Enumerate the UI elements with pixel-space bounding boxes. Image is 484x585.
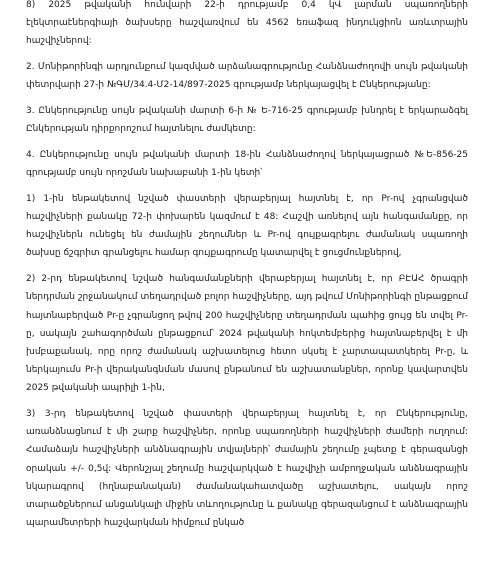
paragraph-item-8-meters-count: 8) 2025 թվականի հունվարի 22-ի դրությամբ 0,4 կՎ լարման սպառողների էլեկտրաէներգիայի ծախսերը հաշվառվում են 4562 եռաֆազ ինդուկցիոն առևտրային հաշվիչներով: — [26, 0, 468, 47]
paragraph-subitem-3: 3) 3-րդ ենթակետով նշված փաստերի վերաբերյալ հայտնել է, որ Ընկերությունը, առանձնացնում է մի շարք հաշվիչներ, որոնք սպառողների հաշվիչների ժամերի ուղղում: Համաձայն հաշվիչների անձնագրային տվյալների՝ ժամային շեղումը չպետք է գերազանցի օրական +/- 0,5վ: Վերոնշյալ շեղումը հաշվարկված է հաշվիչի ամբողջական անձնագրային նկարագրով (հղնաբանական) ժամանակահատվածը աշխատելու, սակայն որոշ տարածքներում անցանկալի միջին տևողությունը և քանակը գերազանցում է անձնագրային պարամետրերի հաշվարկման հիմքում ընկած — [26, 409, 468, 529]
paragraph-4-company-response: 4. Ընկերությունը սույն թվականի մարտի 18-ին Հանձնաժողով ներկայացրած №Ե-856-25 գրությամբ սույն որոշման նախաբանի 1-ին կետի՝ — [26, 149, 468, 179]
paragraph-subitem-1: 1) 1-ին ենթակետով նշված փաստերի վերաբերյալ հայտնել է, որ Pr-ով չգրանցված հաշվիչների քանակը 72-ի փոխարեն կազմում է 48: Հաշվի առնելով այն հանգամանքը, որ հաշվիչներն ունեցել են ժամային շեղումներ և Pr-ով գույքագրելու ժամանակ սպառողի ծախսը ճշգրիտ գրանցելու համար գույքագրումը կատարվել է ցուցմունքներով, — [26, 193, 468, 259]
paragraph-3-extension-request: 3. Ընկերությունը սույն թվականի մարտի 6-ի № Ե-716-25 գրությամբ խնդրել է երկարաձգել Ընկերության դիրքորոշում հայտնելու ժամկետը: — [26, 106, 468, 135]
paragraph-subitem-2: 2) 2-րդ ենթակետով նշված հանգամանքների վերաբերյալ հայտնել է, որ ԲԷԱՀ ծրագրի ներդրման շրջանակում տեղադրված բոլոր հաշվիչները, այդ թվում Մոնիթորինգի ընթացքում հայտնաբերված Pr-ը չգրանցող թվով 200 հաշվիչները տեղադրման պահից ցույց են տվել Pr-ը, սակայն շահագործման ընթացքում՝ 2024 թվականի հոկտեմբերից հայտնաբերվել է մի խմբաքանակ, որը որոշ ժամանակ աշխատելուց հետո սկսել է չարտապատկերել Pr-ը, և ներկայումս Pr-ի վերականգնման մասով ընթանում են աշխատանքներ, որոնք կավարտվեն 2025 թվականի ապրիլի 1-ին, — [26, 274, 468, 394]
paragraph-2-monitoring-protocol: 2. Մոնիթորինգի արդյունքում կազմված արձանագրությունը Հանձնաժողովի սույն թվականի փետրվարի 27-ի №ԳՄ/34.4-Մ2-14/897-2025 գրությամբ ներկայացվել է Ընկերությանը: — [26, 62, 468, 91]
